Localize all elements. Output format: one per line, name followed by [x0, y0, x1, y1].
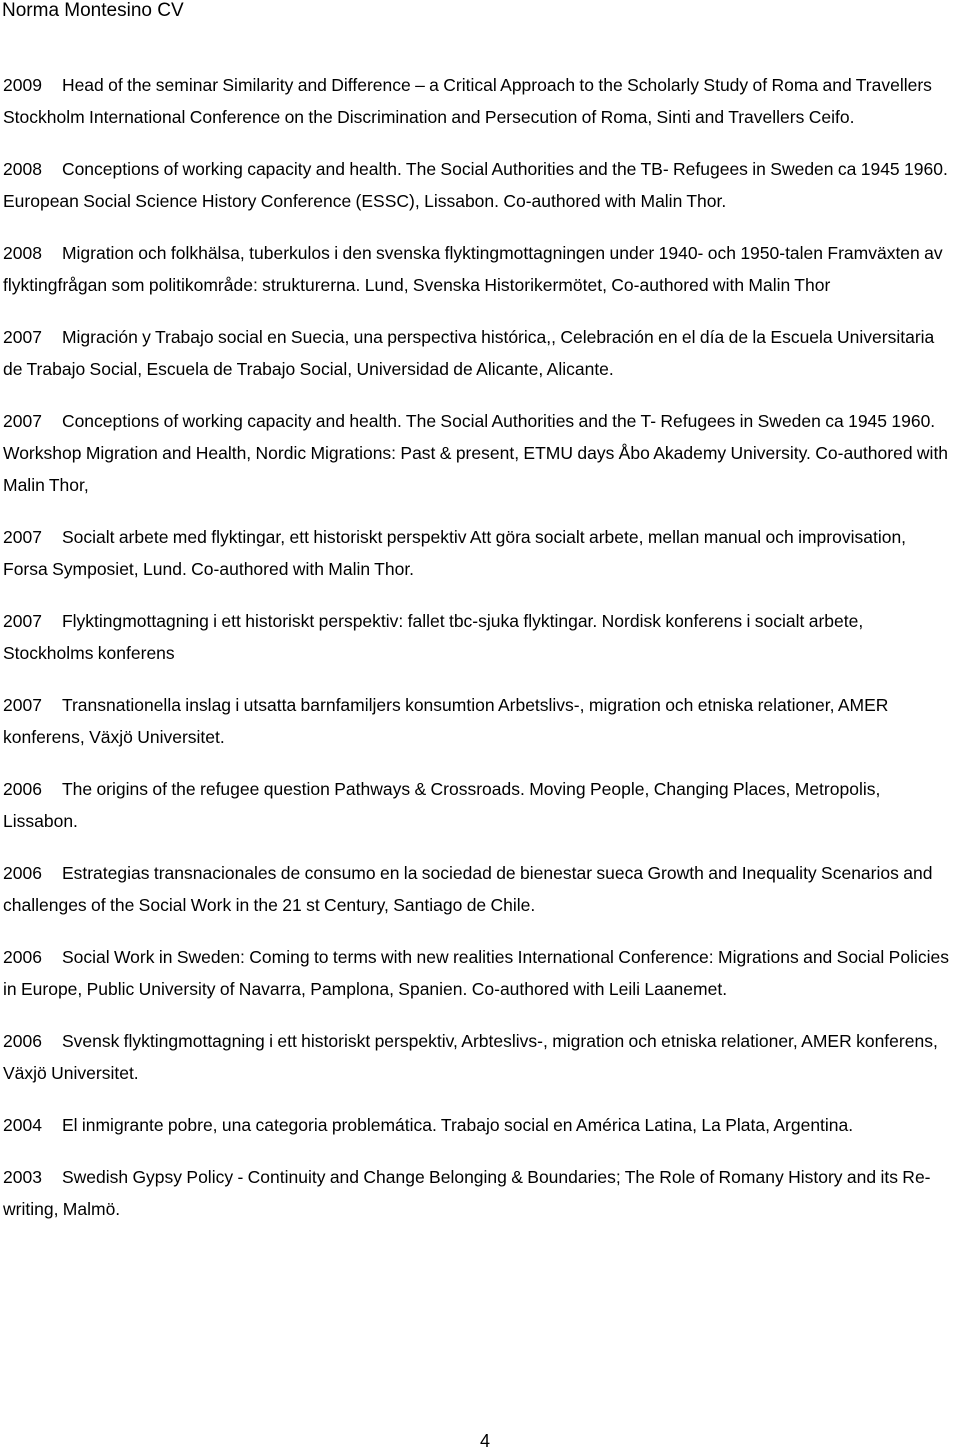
entry-year: 2003 — [3, 1167, 42, 1187]
entry-year: 2008 — [3, 159, 42, 179]
presentation-entry — [3, 153, 955, 217]
entry-year: 2007 — [3, 411, 42, 431]
entry-text: The origins of the refugee question Pathways & Crossroads. Moving People, Changing Places, Metropolis, Lissabon. — [3, 779, 881, 831]
page-header — [2, 0, 184, 22]
presentation-list — [3, 69, 955, 1245]
presentation-entry — [3, 1109, 955, 1141]
presentation-entry — [3, 857, 955, 921]
presentation-entry — [3, 69, 955, 133]
entry-year: 2006 — [3, 779, 42, 799]
entry-year: 2006 — [3, 1031, 42, 1051]
entry-year: 2007 — [3, 695, 42, 715]
presentation-entry — [3, 689, 955, 753]
entry-text: Conceptions of working capacity and health. The Social Authorities and the T- Refugees in Sweden ca 1945 1960. Workshop Migration and Health, Nordic Migrations: Past & present, ETMU days Åbo Akademy University. Co-authored with Malin Thor, — [3, 411, 949, 495]
entry-text: Social Work in Sweden: Coming to terms with new realities International Conference: Migrations and Social Policies in Europe, Public University of Navarra, Pamplona, Spanien. Co-authored with Leili Laanemet. — [3, 947, 949, 999]
presentation-entry — [3, 941, 955, 1005]
entry-year: 2007 — [3, 527, 42, 547]
entry-year: 2007 — [3, 327, 42, 347]
entry-text: Migración y Trabajo social en Suecia, una perspectiva histórica,, Celebración en el día de la Escuela Universitaria de Trabajo Social, Escuela de Trabajo Social, Universidad de Alicante, Alicante. — [3, 327, 935, 379]
presentation-entry — [3, 405, 955, 501]
entry-text: Swedish Gypsy Policy - Continuity and Change Belonging & Boundaries; The Role of Romany History and its Re-writing, Malmö. — [3, 1167, 931, 1219]
presentation-entry — [3, 773, 955, 837]
entry-year: 2009 — [3, 75, 42, 95]
entry-text: Conceptions of working capacity and health. The Social Authorities and the TB- Refugees in Sweden ca 1945 1960. European Social Science History Conference (ESSC), Lissabon. Co-authored with Malin Thor. — [3, 159, 948, 211]
entry-year: 2006 — [3, 947, 42, 967]
entry-text: Transnationella inslag i utsatta barnfamiljers konsumtion Arbetslivs-, migration och etniska relationer, AMER konferens, Växjö Universitet. — [3, 695, 889, 747]
presentation-entry — [3, 1025, 955, 1089]
entry-text: El inmigrante pobre, una categoria problemática. Trabajo social en América Latina, La Plata, Argentina. — [61, 1115, 854, 1135]
presentation-entry — [3, 521, 955, 585]
presentation-entry — [3, 1161, 955, 1225]
entry-text: Flyktingmottagning i ett historiskt perspektiv: fallet tbc-sjuka flyktingar. Nordisk konferens i socialt arbete, Stockholms konferens — [3, 611, 864, 663]
entry-year: 2004 — [3, 1115, 42, 1135]
page-number: 4 — [479, 1431, 490, 1451]
presentation-entry — [3, 321, 955, 385]
entry-text: Migration och folkhälsa, tuberkulos i den svenska flyktingmottagningen under 1940- och 1950-talen Framväxten av flyktingfrågan som politikområde: strukturerna. Lund, Svenska Historikermötet, Co-authored with Malin Thor — [3, 243, 943, 295]
entry-text: Socialt arbete med flyktingar, ett historiskt perspektiv Att göra socialt arbete, mellan manual och improvisation, Forsa Symposiet, Lund. Co-authored with Malin Thor. — [3, 527, 907, 579]
entry-text: Svensk flyktingmottagning i ett historiskt perspektiv, Arbteslivs-, migration och etniska relationer, AMER konferens, Växjö Universitet. — [3, 1031, 938, 1083]
entry-year: 2006 — [3, 863, 42, 883]
entry-year: 2008 — [3, 243, 42, 263]
presentation-entry — [3, 605, 955, 669]
entry-text: Head of the seminar Similarity and Difference – a Critical Approach to the Scholarly Study of Roma and Travellers Stockholm International Conference on the Discrimination and Persecution of Roma, Sinti and Travellers Ceifo. — [3, 75, 932, 127]
entry-text: Estrategias transnacionales de consumo en la sociedad de bienestar sueca Growth and Inequality Scenarios and challenges of the Social Work in the 21 st Century, Santiago de Chile. — [3, 863, 933, 915]
presentation-entry — [3, 237, 955, 301]
entry-year: 2007 — [3, 611, 42, 631]
document-title: Norma Montesino CV — [2, 0, 184, 21]
